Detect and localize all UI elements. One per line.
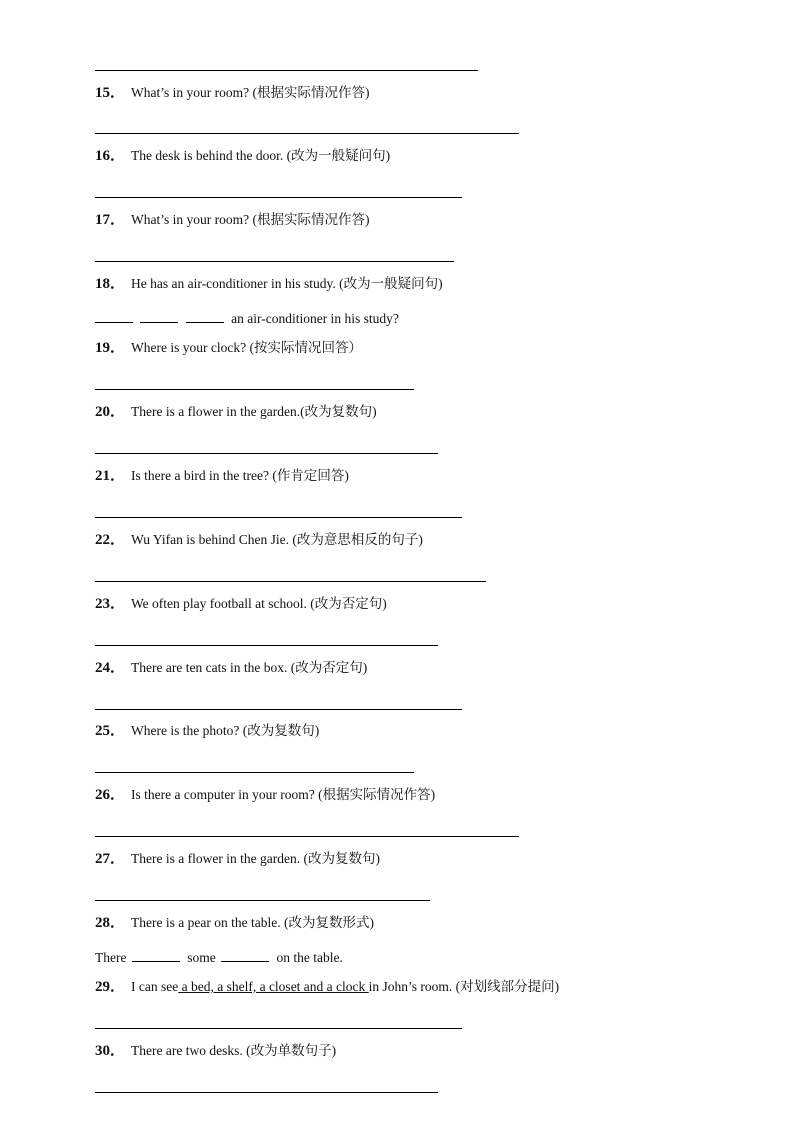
question-17: 17． What’s in your room? (根据实际情况作答) — [95, 212, 370, 228]
answer-line-17[interactable] — [95, 261, 454, 262]
answer-line-29[interactable] — [95, 1028, 462, 1029]
fill-in-18: an air-conditioner in his study? — [95, 310, 399, 328]
answer-line-25[interactable] — [95, 772, 414, 773]
answer-line-21[interactable] — [95, 517, 462, 518]
answer-line-24[interactable] — [95, 709, 462, 710]
question-20: 20． There is a flower in the garden.(改为复数句) — [95, 404, 377, 420]
question-22: 22． Wu Yifan is behind Chen Jie. (改为意思相反的句子) — [95, 532, 423, 548]
question-27: 27． There is a flower in the garden. (改为复数句) — [95, 851, 380, 867]
question-24: 24． There are ten cats in the box. (改为否定句) — [95, 660, 368, 676]
question-15: 15． What’s in your room? (根据实际情况作答) — [95, 85, 370, 101]
answer-line-16[interactable] — [95, 197, 462, 198]
question-25: 25． Where is the photo? (改为复数句) — [95, 723, 320, 739]
blank-28-2[interactable] — [221, 949, 269, 962]
answer-line-26[interactable] — [95, 836, 519, 837]
question-28: 28． There is a pear on the table. (改为复数形式) — [95, 915, 374, 931]
blank-18-3[interactable] — [186, 310, 224, 323]
answer-line-22[interactable] — [95, 581, 486, 582]
answer-line-14[interactable] — [95, 70, 478, 71]
answer-line-19[interactable] — [95, 389, 414, 390]
question-16: 16． The desk is behind the door. (改为一般疑问句) — [95, 148, 391, 164]
question-19: 19． Where is your clock? (按实际情况回答） — [95, 340, 362, 356]
blank-28-1[interactable] — [132, 949, 180, 962]
answer-line-23[interactable] — [95, 645, 438, 646]
question-21: 21． Is there a bird in the tree? (作肯定回答) — [95, 468, 349, 484]
question-29: 29． I can see a bed, a shelf, a closet and a clock in John’s room. (对划线部分提问) — [95, 979, 560, 995]
answer-line-27[interactable] — [95, 900, 430, 901]
blank-18-1[interactable] — [95, 310, 133, 323]
answer-line-30[interactable] — [95, 1092, 438, 1093]
answer-line-15[interactable] — [95, 133, 519, 134]
question-26: 26． Is there a computer in your room? (根据实际情况作答) — [95, 787, 436, 803]
answer-line-20[interactable] — [95, 453, 438, 454]
question-30: 30． There are two desks. (改为单数句子) — [95, 1043, 337, 1059]
underlined-phrase: a bed, a shelf, a closet and a clock — [178, 979, 369, 994]
question-23: 23． We often play football at school. (改为否定句) — [95, 596, 387, 612]
question-18: 18． He has an air-conditioner in his study. (改为一般疑问句) — [95, 276, 443, 292]
blank-18-2[interactable] — [140, 310, 178, 323]
fill-in-28: There some on the table. — [95, 950, 343, 965]
